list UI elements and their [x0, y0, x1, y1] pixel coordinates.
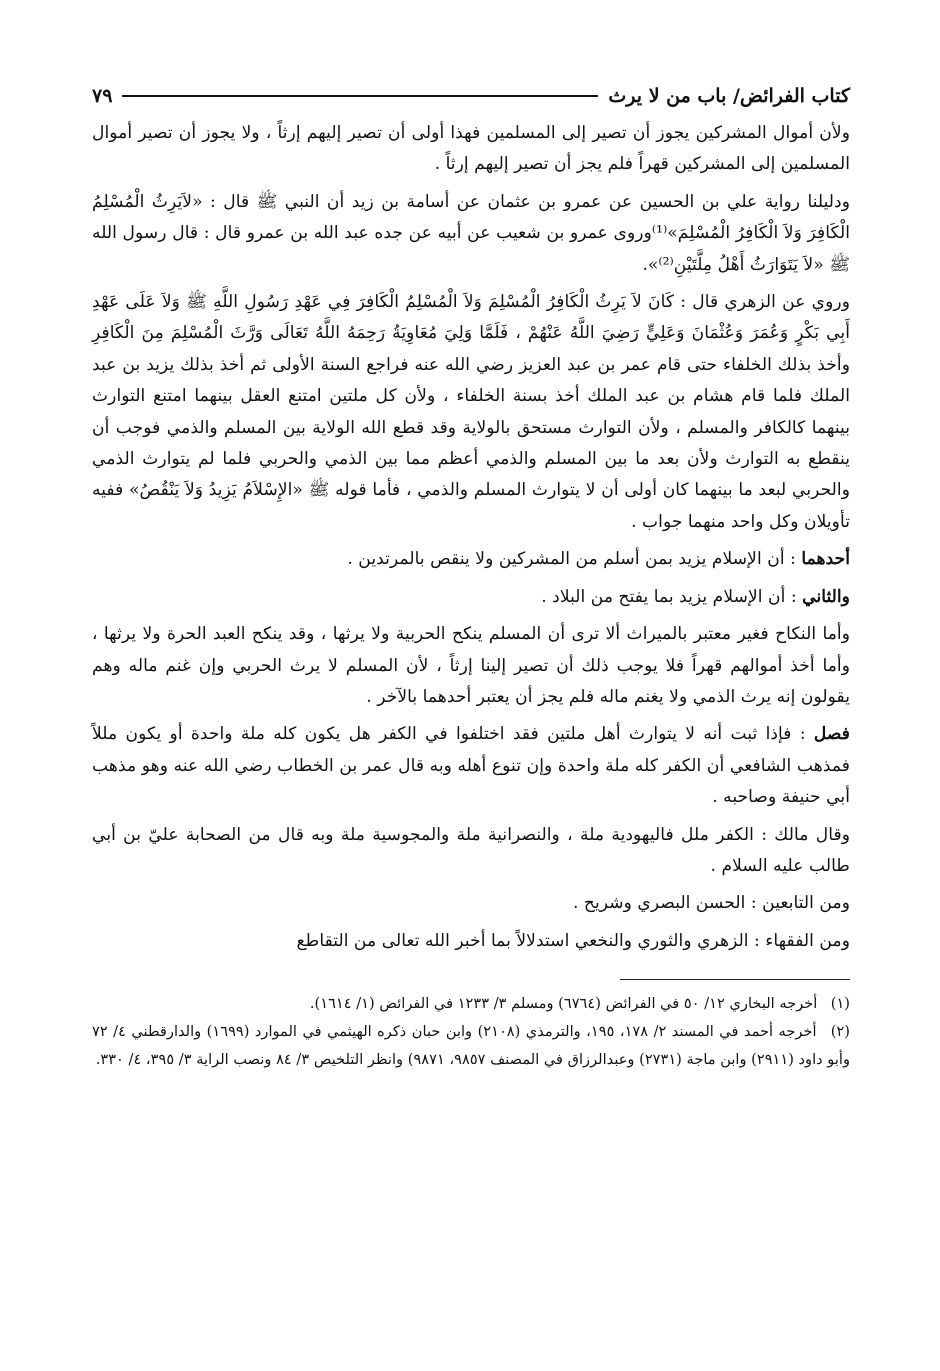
paragraph-lead: والثاني: [802, 586, 850, 607]
footnote-number: (٢): [830, 1023, 850, 1041]
paragraph-text: ومن التابعين : الحسن البصري وشريح .: [572, 893, 850, 914]
paragraph-text: وروي عن الزهري قال : كَانَ لاَ يَرِثُ الْكَافِرُ الْمُسْلِمَ وَلاَ الْمُسْلِمُ الْكَافِرَ فِي عَهْدِ رَسُولِ اللَّهِ ﷺ وَلاَ عَلَى عَهْدِ أَبِي بَكْرٍ وَعُمَرَ وَعُثْمَانَ وَعَلِيٍّ رَضِيَ اللَّهُ عَنْهُمْ ، فَلَمَّا وَلِيَ مُعَاوِيَةُ رَحِمَهُ اللَّهُ تَعَالَى وَرَّثَ الْمُسْلِمَ مِنَ الْكَافِرِ وأخذ بذلك الخلفاء حتى قام عمر بن عبد العزيز رضي الله عنه فراجع السنة الأولى ثم أخذ بذلك يزيد بن عبد الملك فلما قام هشام بن عبد الملك أخذ بسنة الخلفاء ، ولأن كل ملتين امتنع العقل بينهما امتنع التوارث بينهما كالكافر والمسلم ، ولأن التوارث مستحق بالولاية وقد قطع الله الولاية بين المسلم والذمي فوجب أن ينقطع به التوارث ولأن بعد ما بين المسلم والذمي أعظم مما بين الذمي والحربي فلما لم يتوارث الذمي والحربي لبعد ما بينهما كان أولى أن لا يتوارث المسلم والذمي ، فأما قوله ﷺ «الإِسْلاَمُ يَزِيدُ وَلاَ يَنْقُصُ» ففيه تأويلان وكل واحد منهما جواب .: [92, 292, 850, 532]
book-page: [92, 80, 850, 1074]
paragraph: [92, 582, 850, 613]
paragraph: [92, 820, 850, 883]
paragraph-text: : أن الإسلام يزيد بما يفتح من البلاد .: [541, 586, 797, 607]
header-rule: [122, 95, 598, 97]
paragraph: [92, 926, 850, 957]
footnote-number: (١): [830, 995, 850, 1013]
paragraph: [92, 719, 850, 813]
paragraph: [92, 619, 850, 713]
footnote: [92, 990, 850, 1018]
paragraph-text: ولأن أموال المشركين يجوز أن تصير إلى المسلمين فهذا أولى أن تصير إليهم إرثاً ، ولا يجوز أن تصير أموال المسلمين إلى المشركين قهراً فلم يجز أن تصير إليهم إرثاً .: [92, 123, 850, 175]
paragraph-text: وأما النكاح فغير معتبر بالميراث ألا ترى أن المسلم ينكح الحربية ولا يرثها ، وقد ينكح العبد الحرة ولا يرثها ، وأما أخذ أموالهم قهراً فلا يوجب ذلك أن تصير إلينا إرثاً ، لأن المسلم لا يرث الحربي وإن غنم ماله وهم يقولون إنه يرث الذمي ولا يغنم ماله فلم يجز أن يعتبر أحدهما بالآخر .: [92, 624, 851, 707]
main-text: [92, 118, 850, 957]
paragraph: [92, 118, 850, 181]
paragraph-lead: أحدهما: [801, 549, 850, 570]
footnote: [92, 1018, 850, 1074]
running-header: [92, 80, 850, 112]
footnotes: [92, 990, 850, 1074]
section-lead: فصل: [813, 724, 850, 745]
paragraph-text: وقال مالك : الكفر ملل فاليهودية ملة ، والنصرانية ملة والمجوسية ملة وبه قال من الصحابة عليّ بن أبي طالب عليه السلام .: [92, 824, 850, 876]
footnote-text: أخرجه أحمد في المسند ٢/ ١٧٨، ١٩٥، والترمذي (٢١٠٨) وابن حبان ذكره الهيثمي في الموارد (١٦٩٩) والدارقطني ٤/ ٧٢ وأبو داود (٢٩١١) وابن ماجة (٢٧٣١) وعبدالرزاق في المصنف ٩٨٥٧، ٩٨٧١) وانظر التلخيص ٣/ ٨٤ ونصب الراية ٣/ ٣٩٥، ٤/ ٣٣٠.: [92, 1023, 850, 1069]
paragraph-text: ومن الفقهاء : الزهري والثوري والنخعي استدلالاً بما أخبر الله تعالى من التقاطع: [296, 930, 850, 951]
paragraph: [92, 888, 850, 919]
paragraph: [92, 187, 850, 281]
page-number: ٧٩: [92, 85, 113, 107]
paragraph-text: ودليلنا رواية علي بن الحسين عن عمرو بن عثمان عن أسامة بن زيد أن النبي ﷺ قال : «لاَيَرِثُ الْمُسْلِمُ الْكَافِرَ وَلاَ الْكَافِرُ الْمُسْلِمَ»⁽¹⁾وروى عمرو بن شعيب عن أبيه عن جده عبد الله بن عمرو قال : قال رسول الله ﷺ «لاَ يَتَوَارَثُ أَهْلُ مِلَّتَيْنِ⁽²⁾».: [92, 191, 851, 275]
footnote-text: أخرجه البخاري ١٢/ ٥٠ في الفرائض (٦٧٦٤) ومسلم ٣/ ١٢٣٣ في الفرائض (١/ ١٦١٤).: [309, 995, 818, 1013]
paragraph: [92, 544, 850, 575]
footnote-rule: [620, 979, 850, 980]
running-title: كتاب الفرائض/ باب من لا يرث: [608, 85, 850, 107]
paragraph-text: : فإذا ثبت أنه لا يتوارث أهل ملتين فقد اختلفوا في الكفر هل يكون كله ملة واحدة أو يكون مللاً فمذهب الشافعي أن الكفر كله ملة واحدة وإن تنوع أهله وبه قال عمر بن الخطاب رضي الله عنه وهو مذهب أبي حنيفة وصاحبه .: [92, 724, 850, 808]
paragraph-text: : أن الإسلام يزيد بمن أسلم من المشركين ولا ينقص بالمرتدين .: [347, 549, 796, 570]
paragraph: [92, 287, 850, 538]
